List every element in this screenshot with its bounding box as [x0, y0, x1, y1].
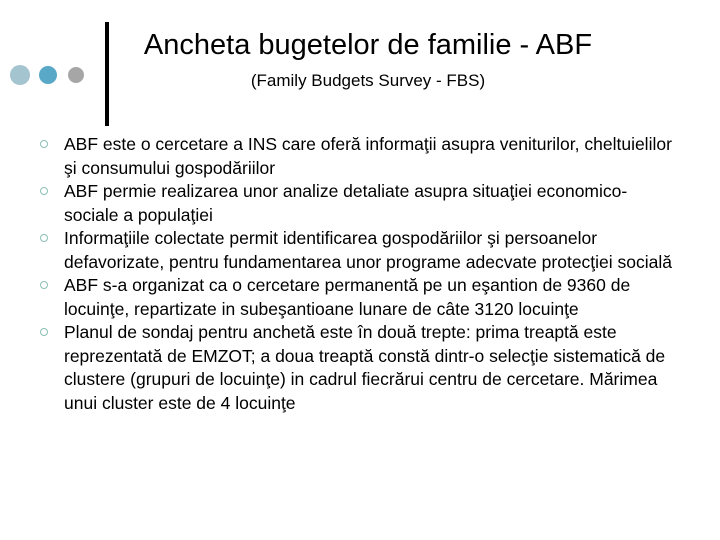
bullet-item: [40, 133, 680, 180]
bullet-list: [40, 133, 680, 415]
bullet-ring-icon: [40, 140, 48, 148]
bullet-item: [40, 321, 680, 415]
bullet-ring-icon: [40, 328, 48, 336]
bullet-text: ABF este o cercetare a INS care oferă informaţii asupra veniturilor, cheltuielilor şi consumului gospodăriilor: [64, 134, 672, 178]
bullet-text: ABF s-a organizat ca o cercetare permanentă pe un eşantion de 9360 de locuinţe, repartizate in subeşantioane lunare de câte 3120 locuinţe: [64, 275, 631, 319]
slide-subtitle: (Family Budgets Survey - FBS): [250, 71, 486, 90]
bullet-text: ABF permie realizarea unor analize detaliate asupra situaţiei economico-sociale a populaţiei: [64, 181, 628, 225]
slide-title: Ancheta bugetelor de familie - ABF: [143, 29, 593, 61]
bullet-ring-icon: [40, 234, 48, 242]
bullet-text: Informaţiile colectate permit identificarea gospodăriilor şi persoanelor defavorizate, pentru fundamentarea unor programe adecvate protecţiei socială: [64, 228, 673, 272]
bullet-item: [40, 274, 680, 321]
bullet-ring-icon: [40, 281, 48, 289]
bullet-ring-icon: [40, 187, 48, 195]
bullet-text: Planul de sondaj pentru anchetă este în două trepte: prima treaptă este reprezentată de EMZOT; a doua treaptă constă dintr-o selecţie sistematică de clustere (grupuri de locuinţe) in cadrul fiecrărui centru de cercetare. Mărimea unui cluster este de 4 locuinţe: [64, 322, 666, 413]
bullet-item: [40, 227, 680, 274]
bullet-item: [40, 180, 680, 227]
